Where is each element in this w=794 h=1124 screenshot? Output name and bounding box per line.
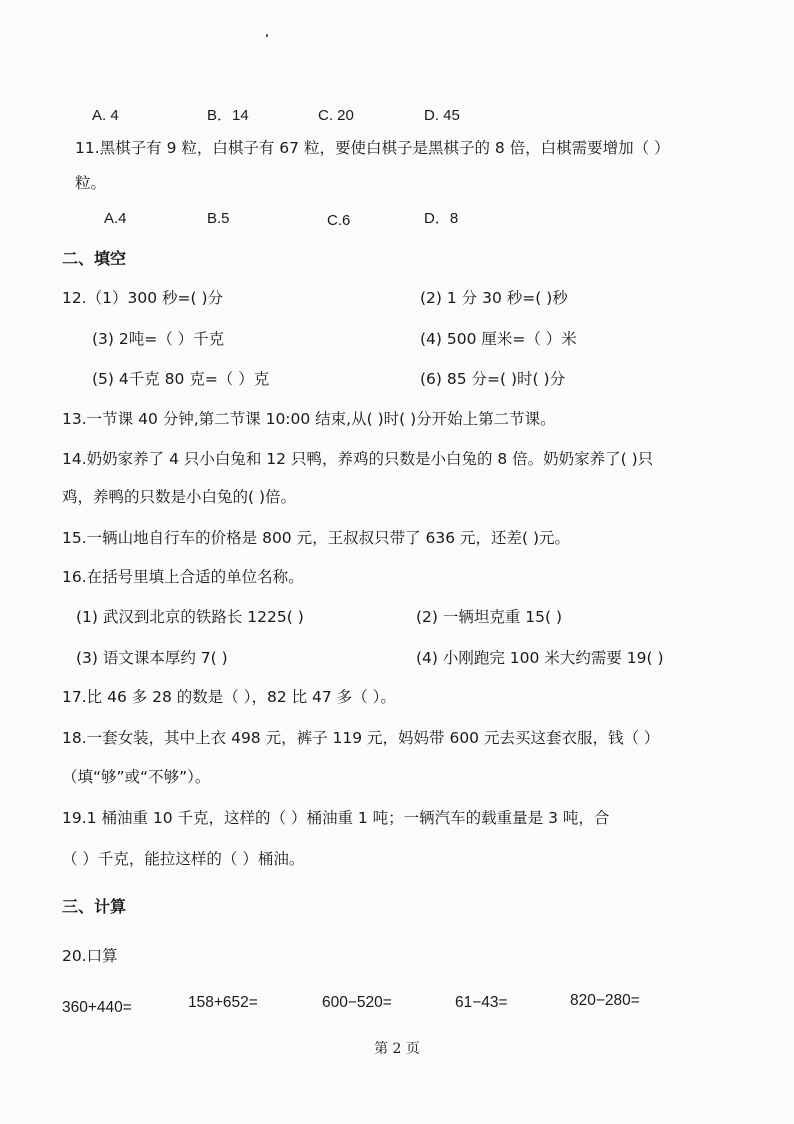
q20-item-1: 360+440= bbox=[62, 999, 132, 1016]
q16-part2: (2) 一辆坦克重 15( ) bbox=[416, 608, 563, 626]
q18-line1: 18.一套女装，其中上衣 498 元，裤子 119 元，妈妈带 600 元去买这套衣服，钱（ ） bbox=[62, 729, 660, 747]
q10-option-a: A. 4 bbox=[92, 107, 119, 124]
q19-line2: （ ）千克，能拉这样的（ ）桶油。 bbox=[62, 850, 305, 868]
q10-option-c: C. 20 bbox=[318, 107, 354, 124]
q11-option-a: A.4 bbox=[104, 210, 127, 227]
q11-option-b: B.5 bbox=[207, 210, 230, 227]
q14-line2: 鸡，养鸭的只数是小白兔的( )倍。 bbox=[62, 488, 297, 506]
q17-text: 17.比 46 多 28 的数是（ ），82 比 47 多（ ）。 bbox=[62, 688, 396, 706]
q16-part1: (1) 武汉到北京的铁路长 1225( ) bbox=[76, 608, 304, 626]
q20-item-4: 61−43= bbox=[455, 994, 508, 1011]
q12-part6: (6) 85 分=( )时( )分 bbox=[420, 370, 566, 388]
q13-text: 13.一节课 40 分钟,第二节课 10:00 结束,从( )时( )分开始上第二节课。 bbox=[62, 410, 556, 428]
q12-part3: (3) 2吨=（ ）千克 bbox=[92, 330, 225, 348]
scan-speck bbox=[266, 34, 268, 37]
q18-line2: （填“够”或“不够”）。 bbox=[62, 768, 211, 786]
q16-title: 16.在括号里填上合适的单位名称。 bbox=[62, 568, 304, 586]
q12-part1: 12.（1）300 秒=( )分 bbox=[62, 289, 224, 307]
q11-option-c: C.6 bbox=[327, 212, 351, 229]
q19-line1: 19.1 桶油重 10 千克，这样的（ ）桶油重 1 吨；一辆汽车的载重量是 3 吨，合 bbox=[62, 809, 610, 827]
q11-option-d: D．8 bbox=[424, 210, 459, 227]
q11-line2: 粒。 bbox=[75, 174, 107, 192]
q10-option-b: B．14 bbox=[207, 107, 249, 124]
q16-part4: (4) 小刚跑完 100 米大约需要 19( ) bbox=[416, 649, 664, 667]
q20-item-5: 820−280= bbox=[570, 992, 640, 1009]
section-title-calculation: 三、计算 bbox=[62, 897, 127, 916]
q16-part3: (3) 语文课本厚约 7( ) bbox=[76, 649, 228, 667]
q20-title: 20.口算 bbox=[62, 947, 118, 965]
q10-option-d: D. 45 bbox=[424, 107, 460, 124]
q12-part4: (4) 500 厘米=（ ）米 bbox=[420, 330, 577, 348]
q20-item-2: 158+652= bbox=[188, 994, 258, 1011]
q12-part2: (2) 1 分 30 秒=( )秒 bbox=[420, 289, 568, 307]
q14-line1: 14.奶奶家养了 4 只小白兔和 12 只鸭，养鸡的只数是小白兔的 8 倍。奶奶家养了( )只 bbox=[62, 450, 654, 468]
q15-text: 15.一辆山地自行车的价格是 800 元，王叔叔只带了 636 元，还差( )元。 bbox=[62, 529, 571, 547]
page-number: 第 2 页 bbox=[374, 1041, 420, 1057]
q11-line1: 11.黑棋子有 9 粒，白棋子有 67 粒，要使白棋子是黑棋子的 8 倍，白棋需要增加（ ） bbox=[75, 139, 670, 157]
q20-item-3: 600−520= bbox=[322, 994, 392, 1011]
q12-part5: (5) 4千克 80 克=（ ）克 bbox=[92, 370, 270, 388]
section-title-fill-in: 二、填空 bbox=[62, 249, 127, 268]
